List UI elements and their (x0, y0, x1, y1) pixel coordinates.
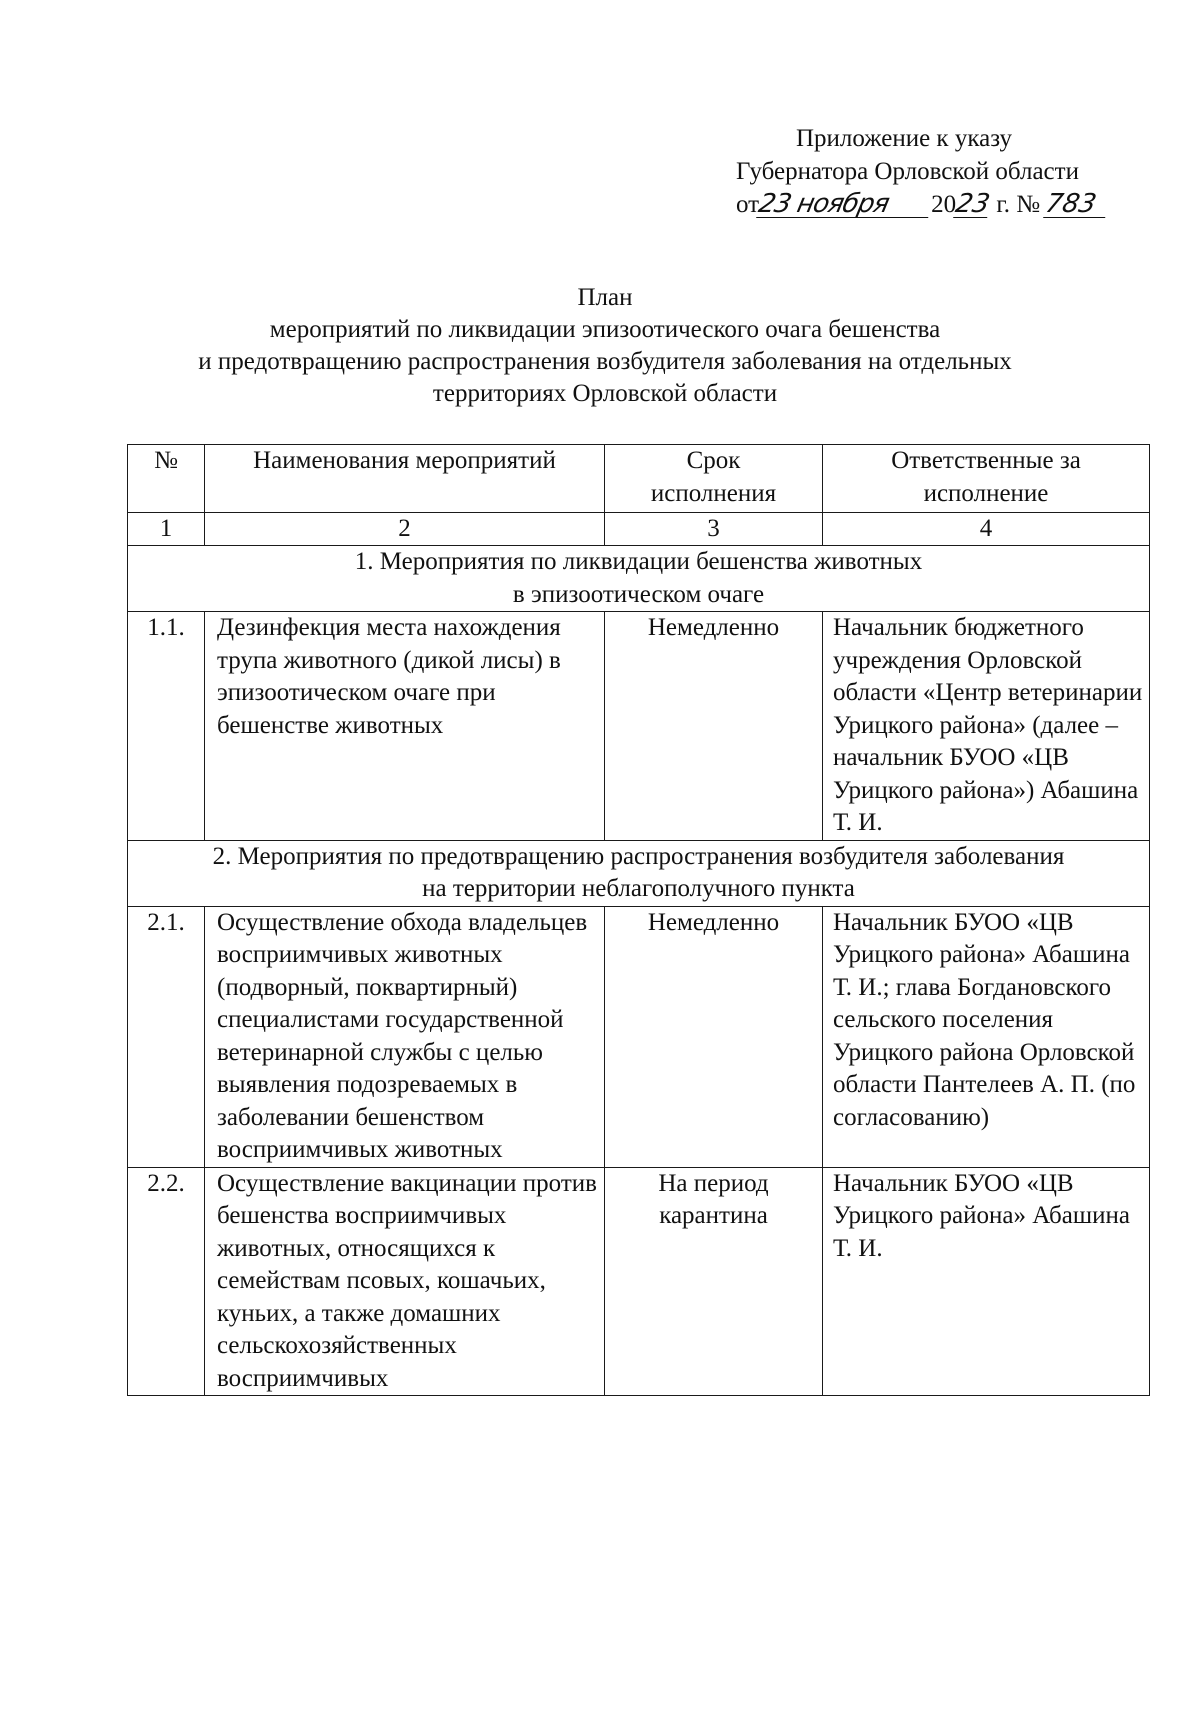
row-term: Немедленно (605, 906, 823, 1167)
title-line-1: План (577, 284, 633, 311)
appendix-line-2: Губернатора Орловской области (736, 158, 1079, 185)
table-row (128, 612, 1150, 841)
row-term: На период карантина (605, 1167, 823, 1396)
row-task: Осуществление вакцинации против бешенства восприимчивых животных, относящихся к семействам псовых, кошачьих, куньих, а также домашних сельскохозяйственных восприимчивых (205, 1167, 605, 1396)
col-number-2: 2 (205, 512, 605, 546)
section-2-title-line-2: на территории неблагополучного пункта (422, 875, 855, 902)
header-num: № (128, 445, 205, 513)
plan-table (127, 444, 1150, 1396)
section-2-title-line-1: 2. Мероприятия по предотвращению распространения возбудителя заболевания (212, 842, 1065, 870)
handwritten-year: 23 (953, 189, 993, 219)
col-number-1: 1 (128, 512, 205, 546)
row-responsible: Начальник БУОО «ЦВ Урицкого района» Абашина Т. И.; глава Богдановского сельского поселения Урицкого района Орловской области Пантелеев А. П. (по согласованию) (823, 906, 1150, 1167)
table-row (128, 1167, 1150, 1396)
section-2-row (128, 840, 1150, 906)
year-prefix: 20 (931, 191, 957, 218)
document-title (120, 282, 1090, 410)
header-task: Наименования мероприятий (205, 445, 605, 513)
row-responsible: Начальник БУОО «ЦВ Урицкого района» Абашина Т. И. (823, 1167, 1150, 1396)
col-number-4: 4 (823, 512, 1150, 546)
section-1-title (128, 546, 1150, 612)
year-suffix: г. № (996, 191, 1041, 218)
header-term: Срок исполнения (605, 445, 823, 513)
section-1-title-line-1: 1. Мероприятия по ликвидации бешенства животных (354, 548, 923, 575)
title-line-4: территориях Орловской области (432, 380, 778, 407)
appendix-header (736, 122, 1136, 221)
table-header-row (128, 445, 1150, 513)
handwritten-number: 783 (1044, 191, 1112, 218)
section-1-title-line-2: в эпизоотическом очаге (512, 580, 765, 608)
title-line-3: и предотвращению распространения возбудителя заболевания на отдельных (198, 348, 1012, 375)
row-responsible: Начальник бюджетного учреждения Орловской области «Центр ветеринарии Урицкого района» (далее – начальник БУОО «ЦВ Урицкого района») Абашина Т. И. (823, 612, 1150, 841)
appendix-line-1: Приложение к указу (796, 125, 1013, 152)
handwritten-date: 23 ноября (756, 191, 934, 218)
appendix-line-3 (736, 188, 1136, 221)
section-1-row (128, 546, 1150, 612)
row-num: 1.1. (128, 612, 205, 841)
row-num: 2.2. (128, 1167, 205, 1396)
row-task: Дезинфекция места нахождения трупа животного (дикой лисы) в эпизоотическом очаге при бешенстве животных (205, 612, 605, 841)
row-term: Немедленно (605, 612, 823, 841)
col-number-3: 3 (605, 512, 823, 546)
date-prefix: от (736, 191, 760, 218)
row-task: Осуществление обхода владельцев восприимчивых животных (подворный, поквартирный) специалистами государственной ветеринарной службы с целью выявления подозреваемых в заболевании бешенством восприимчивых животных (205, 906, 605, 1167)
section-2-title (128, 840, 1150, 906)
row-num: 2.1. (128, 906, 205, 1167)
header-responsible: Ответственные за исполнение (823, 445, 1150, 513)
column-number-row (128, 512, 1150, 546)
table-row (128, 906, 1150, 1167)
title-line-2: мероприятий по ликвидации эпизоотического очага бешенства (269, 316, 941, 343)
